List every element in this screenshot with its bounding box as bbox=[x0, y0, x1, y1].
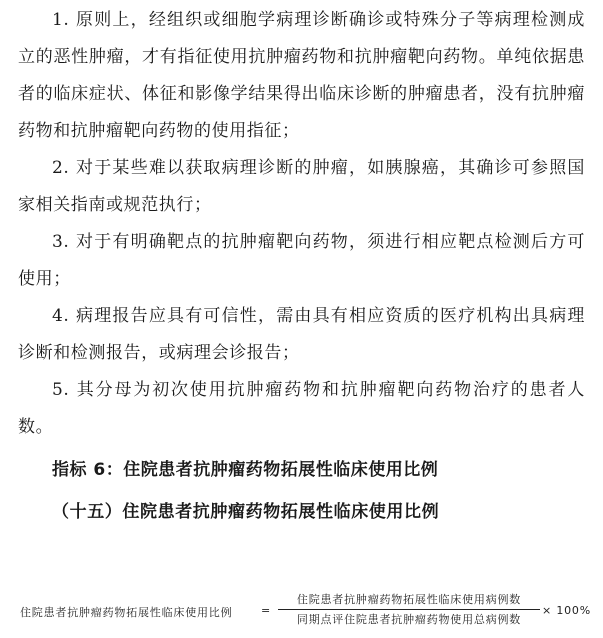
paragraph-1: 1. 原则上，经组织或细胞学病理诊断确诊或特殊分子等病理检测成立的恶性肿瘤，才有指征使用抗肿瘤药物和抗肿瘤靶向药物。单纯依据患者的临床症状、体征和影像学结果得出临床诊断的肿瘤患者，没有抗肿瘤药物和抗肿瘤靶向药物的使用指征； bbox=[18, 10, 585, 141]
formula-lhs: 住院患者抗肿瘤药物拓展性临床使用比例 bbox=[20, 606, 233, 619]
formula-denominator: 同期点评住院患者抗肿瘤药物使用总病例数 bbox=[296, 613, 522, 626]
fraction-bar bbox=[278, 609, 540, 610]
section-heading: 指标 6：住院患者抗肿瘤药物拓展性临床使用比例 bbox=[52, 460, 439, 480]
ratio-formula bbox=[20, 592, 591, 632]
formula-numerator: 住院患者抗肿瘤药物拓展性临床使用病例数 bbox=[296, 593, 522, 606]
paragraph-2: 2. 对于某些难以获取病理诊断的肿瘤，如胰腺癌，其确诊可参照国家相关指南或规范执行； bbox=[18, 158, 585, 215]
formula-multiplier: × 100% bbox=[542, 604, 591, 617]
section-subheading: （十五）住院患者抗肿瘤药物拓展性临床使用比例 bbox=[52, 502, 440, 522]
formula-fraction bbox=[278, 592, 540, 628]
paragraph-3: 3. 对于有明确靶点的抗肿瘤靶向药物，须进行相应靶点检测后方可使用； bbox=[18, 232, 585, 289]
paragraph-4: 4. 病理报告应具有可信性，需由具有相应资质的医疗机构出具病理诊断和检测报告，或病理会诊报告； bbox=[18, 306, 585, 363]
paragraph-5: 5. 其分母为初次使用抗肿瘤药物和抗肿瘤靶向药物治疗的患者人数。 bbox=[18, 380, 585, 437]
formula-equals: = bbox=[261, 604, 272, 617]
